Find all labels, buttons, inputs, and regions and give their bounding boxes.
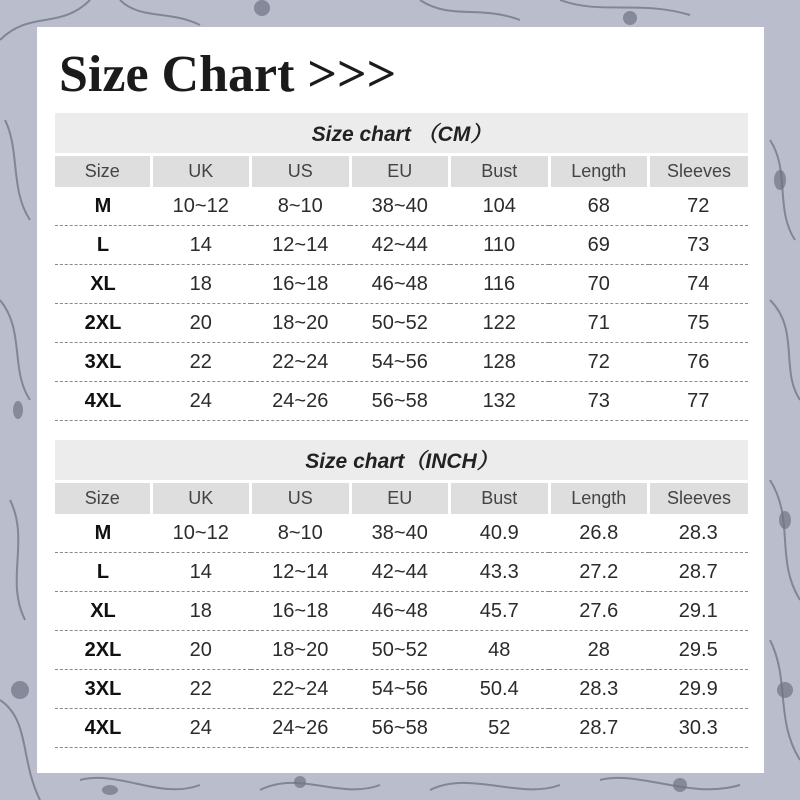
table-row bbox=[55, 553, 748, 592]
cell-us: 24~26 bbox=[251, 382, 351, 421]
cell-uk: 14 bbox=[151, 553, 251, 592]
cell-us: 8~10 bbox=[251, 187, 351, 226]
cell-bust: 116 bbox=[450, 265, 550, 304]
cell-bust: 52 bbox=[450, 709, 550, 748]
cell-size: XL bbox=[55, 265, 151, 304]
table-row bbox=[55, 226, 748, 265]
cell-size: L bbox=[55, 226, 151, 265]
size-chart-inch-title: Size chart（INCH） bbox=[55, 440, 748, 480]
column-header-length: Length bbox=[549, 482, 649, 515]
table-row bbox=[55, 265, 748, 304]
cell-eu: 46~48 bbox=[350, 592, 450, 631]
column-header-size: Size bbox=[55, 155, 151, 188]
cell-us: 22~24 bbox=[251, 670, 351, 709]
table-row bbox=[55, 187, 748, 226]
cell-eu: 38~40 bbox=[350, 187, 450, 226]
cell-length: 28.3 bbox=[549, 670, 649, 709]
cell-us: 12~14 bbox=[251, 553, 351, 592]
cell-eu: 46~48 bbox=[350, 265, 450, 304]
cell-uk: 20 bbox=[151, 631, 251, 670]
cell-us: 12~14 bbox=[251, 226, 351, 265]
cell-sleeves: 30.3 bbox=[649, 709, 749, 748]
cell-sleeves: 28.7 bbox=[649, 553, 749, 592]
table-row bbox=[55, 670, 748, 709]
cell-sleeves: 72 bbox=[649, 187, 749, 226]
cell-uk: 10~12 bbox=[151, 514, 251, 553]
column-header-uk: UK bbox=[151, 482, 251, 515]
cell-size: 2XL bbox=[55, 631, 151, 670]
size-chart-card bbox=[37, 27, 764, 773]
column-header-bust: Bust bbox=[450, 482, 550, 515]
column-header-eu: EU bbox=[350, 482, 450, 515]
column-header-bust: Bust bbox=[450, 155, 550, 188]
cell-eu: 38~40 bbox=[350, 514, 450, 553]
cell-length: 68 bbox=[549, 187, 649, 226]
cell-bust: 40.9 bbox=[450, 514, 550, 553]
cell-sleeves: 28.3 bbox=[649, 514, 749, 553]
cell-uk: 18 bbox=[151, 592, 251, 631]
table-row bbox=[55, 343, 748, 382]
size-chart-inch-body bbox=[55, 514, 748, 748]
cell-uk: 18 bbox=[151, 265, 251, 304]
table-row bbox=[55, 709, 748, 748]
table-row bbox=[55, 382, 748, 421]
cell-eu: 42~44 bbox=[350, 226, 450, 265]
cell-bust: 104 bbox=[450, 187, 550, 226]
size-chart-cm-table bbox=[55, 153, 748, 421]
cell-sleeves: 75 bbox=[649, 304, 749, 343]
cell-size: 4XL bbox=[55, 382, 151, 421]
cell-size: 3XL bbox=[55, 670, 151, 709]
cell-sleeves: 73 bbox=[649, 226, 749, 265]
cell-length: 27.2 bbox=[549, 553, 649, 592]
cell-bust: 132 bbox=[450, 382, 550, 421]
table-header-row bbox=[55, 155, 748, 188]
cell-sleeves: 29.9 bbox=[649, 670, 749, 709]
cell-us: 16~18 bbox=[251, 592, 351, 631]
cell-uk: 14 bbox=[151, 226, 251, 265]
cell-bust: 50.4 bbox=[450, 670, 550, 709]
table-row bbox=[55, 592, 748, 631]
cell-bust: 110 bbox=[450, 226, 550, 265]
cell-uk: 20 bbox=[151, 304, 251, 343]
size-chart-cm-section bbox=[55, 113, 748, 421]
column-header-length: Length bbox=[549, 155, 649, 188]
cell-length: 73 bbox=[549, 382, 649, 421]
cell-bust: 128 bbox=[450, 343, 550, 382]
page-title: Size Chart >>> bbox=[59, 46, 397, 103]
column-header-us: US bbox=[251, 155, 351, 188]
size-chart-inch-table bbox=[55, 480, 748, 748]
cell-uk: 22 bbox=[151, 670, 251, 709]
cell-length: 28 bbox=[549, 631, 649, 670]
column-header-size: Size bbox=[55, 482, 151, 515]
size-chart-cm-body bbox=[55, 187, 748, 421]
cell-us: 18~20 bbox=[251, 304, 351, 343]
column-header-sleeves: Sleeves bbox=[649, 155, 749, 188]
cell-us: 16~18 bbox=[251, 265, 351, 304]
column-header-sleeves: Sleeves bbox=[649, 482, 749, 515]
cell-length: 70 bbox=[549, 265, 649, 304]
cell-bust: 43.3 bbox=[450, 553, 550, 592]
cell-sleeves: 74 bbox=[649, 265, 749, 304]
cell-bust: 122 bbox=[450, 304, 550, 343]
size-chart-inch-section bbox=[55, 440, 748, 748]
cell-sleeves: 29.1 bbox=[649, 592, 749, 631]
cell-size: 2XL bbox=[55, 304, 151, 343]
column-header-eu: EU bbox=[350, 155, 450, 188]
table-header-row bbox=[55, 482, 748, 515]
table-row bbox=[55, 304, 748, 343]
cell-length: 69 bbox=[549, 226, 649, 265]
cell-sleeves: 29.5 bbox=[649, 631, 749, 670]
cell-eu: 54~56 bbox=[350, 343, 450, 382]
cell-eu: 50~52 bbox=[350, 304, 450, 343]
column-header-us: US bbox=[251, 482, 351, 515]
cell-bust: 48 bbox=[450, 631, 550, 670]
size-chart-cm-title: Size chart （CM） bbox=[55, 113, 748, 153]
table-row bbox=[55, 514, 748, 553]
cell-length: 28.7 bbox=[549, 709, 649, 748]
cell-uk: 24 bbox=[151, 382, 251, 421]
cell-eu: 56~58 bbox=[350, 382, 450, 421]
cell-size: M bbox=[55, 187, 151, 226]
cell-sleeves: 77 bbox=[649, 382, 749, 421]
cell-eu: 42~44 bbox=[350, 553, 450, 592]
cell-size: M bbox=[55, 514, 151, 553]
cell-eu: 54~56 bbox=[350, 670, 450, 709]
cell-us: 8~10 bbox=[251, 514, 351, 553]
cell-size: XL bbox=[55, 592, 151, 631]
cell-length: 26.8 bbox=[549, 514, 649, 553]
cell-length: 71 bbox=[549, 304, 649, 343]
table-row bbox=[55, 631, 748, 670]
cell-size: 3XL bbox=[55, 343, 151, 382]
cell-sleeves: 76 bbox=[649, 343, 749, 382]
cell-uk: 10~12 bbox=[151, 187, 251, 226]
cell-us: 22~24 bbox=[251, 343, 351, 382]
column-header-uk: UK bbox=[151, 155, 251, 188]
cell-us: 24~26 bbox=[251, 709, 351, 748]
cell-eu: 56~58 bbox=[350, 709, 450, 748]
cell-uk: 24 bbox=[151, 709, 251, 748]
cell-size: L bbox=[55, 553, 151, 592]
cell-uk: 22 bbox=[151, 343, 251, 382]
cell-us: 18~20 bbox=[251, 631, 351, 670]
cell-length: 27.6 bbox=[549, 592, 649, 631]
cell-bust: 45.7 bbox=[450, 592, 550, 631]
cell-eu: 50~52 bbox=[350, 631, 450, 670]
cell-size: 4XL bbox=[55, 709, 151, 748]
cell-length: 72 bbox=[549, 343, 649, 382]
